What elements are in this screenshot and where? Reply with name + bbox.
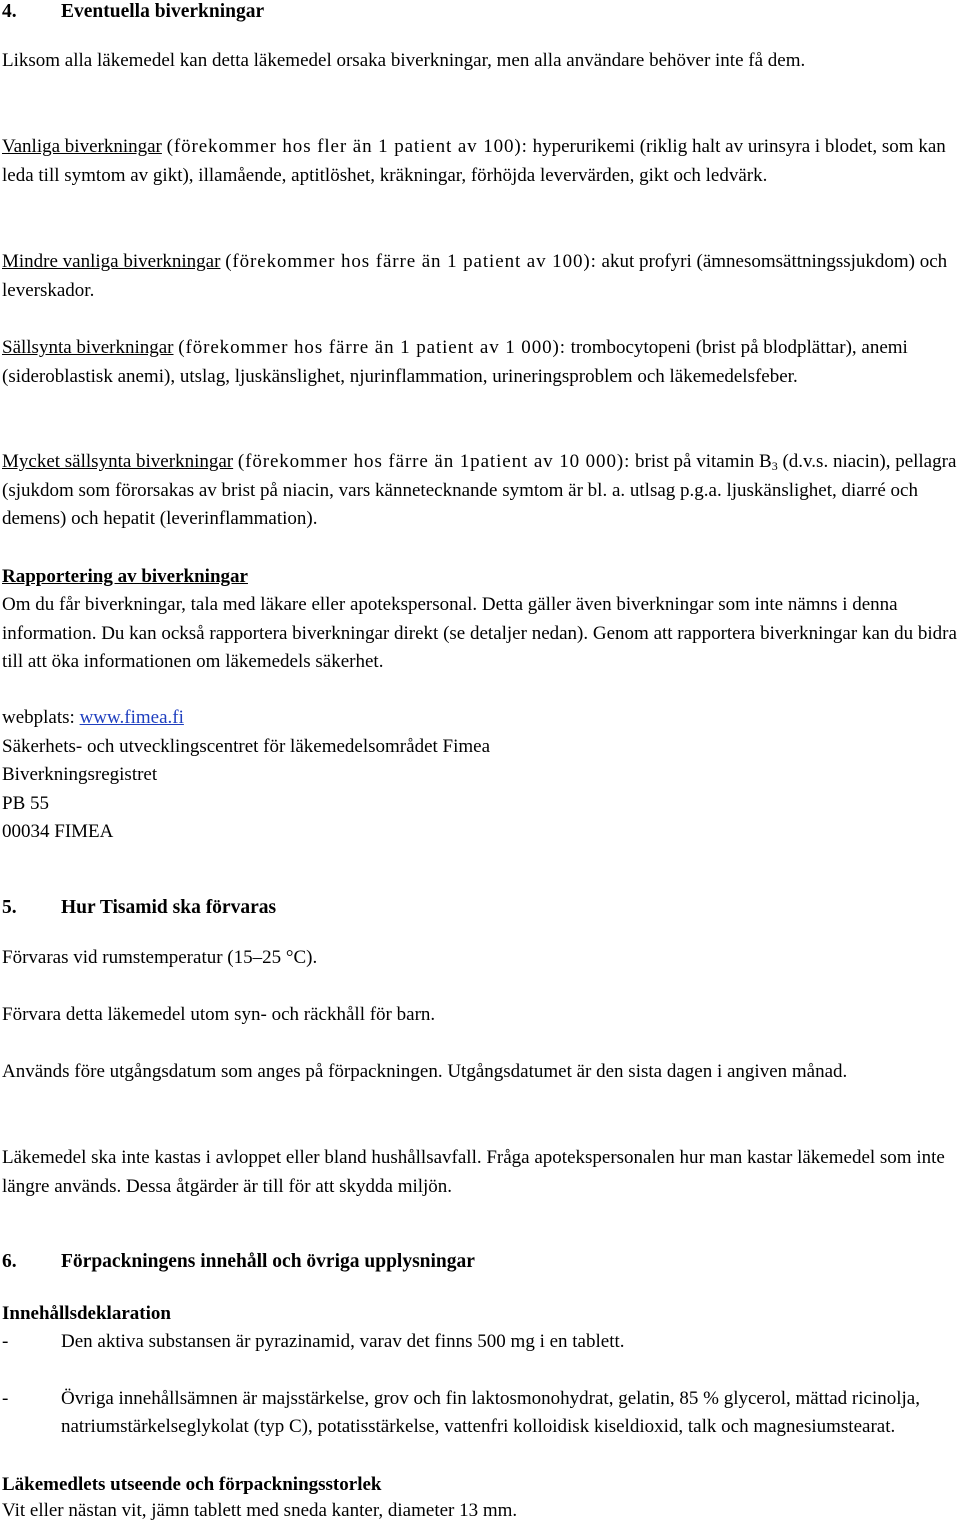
contact-line-2: Biverkningsregistret	[2, 764, 158, 785]
contact-line-4: 00034 FIMEA	[2, 821, 114, 842]
list-dash: -	[2, 1331, 9, 1352]
list-dash: -	[2, 1387, 9, 1409]
contact-line-3: PB 55	[2, 793, 49, 814]
side-effects-text-continued: (d.v.s. niacin), pellagra (sjukdom som förorsakas av brist på niacin, vars kännetecknande symtom är bl. a. utlsag p.g.a. ljuskänslighet, diarré och demens) och hepatit (leverinflammation).	[2, 451, 957, 530]
list-item	[2, 1328, 960, 1357]
side-effects-text: akut profyri (ämnesomsättningssjukdom) och leverskador.	[2, 251, 948, 301]
expiry-paragraph: Används före utgångsdatum som anges på förpackningen. Utgångsdatumet är den sista dagen i angiven månad.	[2, 1061, 848, 1082]
section-6-heading	[2, 1248, 960, 1277]
uncommon-side-effects-paragraph	[2, 248, 960, 305]
intro-paragraph: Liksom alla läkemedel kan detta läkemedel orsaka biverkningar, men alla användare behöver inte få dem.	[2, 50, 806, 71]
frequency-term: Vanliga biverkningar	[2, 136, 162, 157]
section-number: 5.	[2, 897, 17, 918]
section-title: Hur Tisamid ska förvaras	[61, 897, 277, 918]
frequency-definition: (förekommer hos färre än 1patient av 10 000):	[237, 451, 631, 472]
appearance-heading: Läkemedlets utseende och förpackningsstorlek	[2, 1474, 382, 1495]
reporting-paragraph: Om du får biverkningar, tala med läkare eller apotekspersonal. Detta gäller även biverkningar som inte nämns i denna information. Du kan också rapportera biverkningar direkt (se detaljer nedan). Genom att rapportera biverkningar kan du bidra till att öka informationen om läkemedels säkerhet.	[2, 594, 957, 673]
common-side-effects-paragraph	[2, 133, 960, 190]
frequency-definition: (förekommer hos fler än 1 patient av 100):	[166, 136, 528, 157]
section-title: Förpackningens innehåll och övriga upplysningar	[61, 1251, 475, 1272]
ingredients-heading: Innehållsdeklaration	[2, 1303, 171, 1324]
fimea-website-link[interactable]: www.fimea.fi	[79, 707, 184, 728]
subscript: 3	[771, 459, 778, 473]
list-item-text: Övriga innehållsämnen är majsstärkelse, grov och fin laktosmonohydrat, gelatin, 85 % glycerol, mättad ricinolja, natriumstärkelseglykolat (typ C), potatisstärkelse, vattenfri kolloidisk kiseldioxid, talk och magnesiumstearat.	[61, 1387, 920, 1438]
rare-side-effects-paragraph	[2, 334, 960, 391]
frequency-term: Sällsynta biverkningar	[2, 337, 174, 358]
reporting-heading: Rapportering av biverkningar	[2, 566, 248, 587]
storage-children-paragraph: Förvara detta läkemedel utom syn- och räckhåll för barn.	[2, 1004, 436, 1025]
section-5-heading	[2, 894, 960, 923]
side-effects-text: brist på vitamin B	[635, 451, 772, 472]
website-line	[2, 704, 960, 733]
contact-line-1: Säkerhets- och utvecklingscentret för läkemedelsområdet Fimea	[2, 736, 491, 757]
frequency-term: Mindre vanliga biverkningar	[2, 251, 221, 272]
frequency-definition: (förekommer hos färre än 1 patient av 1 000):	[178, 337, 566, 358]
website-label: webplats:	[2, 707, 75, 728]
list-item-text: Den aktiva substansen är pyrazinamid, varav det finns 500 mg i en tablett.	[61, 1331, 625, 1352]
section-4-heading	[2, 0, 960, 27]
frequency-definition: (förekommer hos färre än 1 patient av 100):	[225, 251, 597, 272]
very-rare-side-effects-paragraph	[2, 448, 960, 534]
section-number: 6.	[2, 1251, 17, 1272]
side-effects-text: hyperurikemi (riklig halt av urinsyra i blodet, som kan leda till symtom av gikt), illamående, aptitlöshet, kräkningar, förhöjda levervärden, gikt och ledvärk.	[2, 136, 946, 186]
storage-temperature-paragraph: Förvaras vid rumstemperatur (15–25 °C).	[2, 947, 318, 968]
list-item	[2, 1385, 960, 1442]
side-effects-text: trombocytopeni (brist på blodplättar), anemi (sideroblastisk anemi), utslag, ljuskänslighet, njurinflammation, urineringsproblem och läkemedelsfeber.	[2, 337, 908, 387]
section-title: Eventuella biverkningar	[61, 1, 265, 22]
section-number: 4.	[2, 1, 17, 22]
frequency-term: Mycket sällsynta biverkningar	[2, 451, 234, 472]
appearance-paragraph: Vit eller nästan vit, jämn tablett med sneda kanter, diameter 13 mm.	[2, 1500, 518, 1521]
disposal-paragraph: Läkemedel ska inte kastas i avloppet eller bland hushållsavfall. Fråga apotekspersonalen hur man kastar läkemedel som inte längre används. Dessa åtgärder är till för att skydda miljön.	[2, 1147, 945, 1197]
